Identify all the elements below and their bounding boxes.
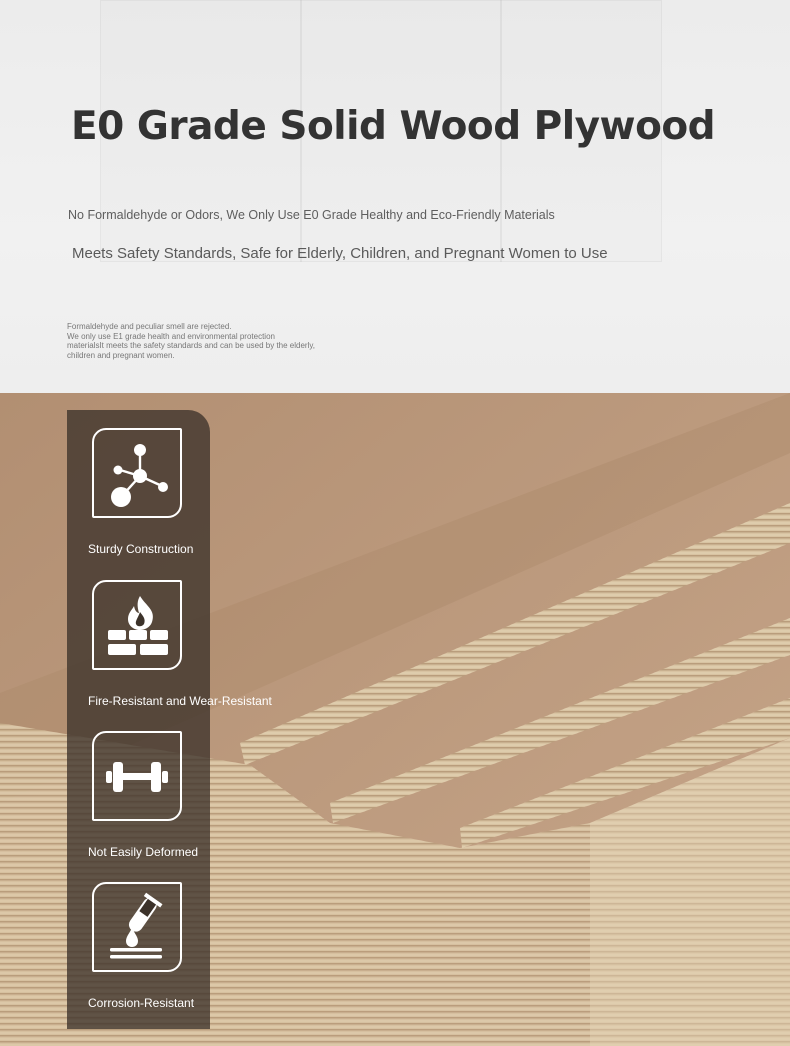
feature-tile [92,731,182,821]
molecule-icon [94,430,180,516]
fire-brick-icon [94,582,180,668]
feature-panel [67,410,272,1029]
plywood-photo-section [0,393,790,1046]
feature-label: Fire-Resistant and Wear-Resistant [88,694,272,708]
fine-print-line: Formaldehyde and peculiar smell are rejected. [67,322,232,331]
feature-label: Sturdy Construction [88,542,194,556]
fine-print-line: materialsIt meets the safety standards and can be used by the elderly, [67,341,315,350]
flask-drop-icon [94,884,180,970]
feature-label: Corrosion-Resistant [88,996,195,1010]
fine-print-line: children and pregnant women. [67,350,175,360]
feature-tile [92,882,182,972]
page-title: E0 Grade Solid Wood Plywood [71,104,716,149]
subtitle-safety: Meets Safety Standards, Safe for Elderly, Children, and Pregnant Women to Use [72,245,608,262]
header-section [0,0,790,393]
feature-tile [92,580,182,670]
feature-label: Not Easily Deformed [88,845,199,859]
feature-tile [92,428,182,518]
fine-print-line: We only use E1 grade health and environmental protection [67,331,275,341]
fine-print [67,322,357,360]
subtitle-materials: No Formaldehyde or Odors, We Only Use E0 Grade Healthy and Eco-Friendly Materials [68,208,555,222]
dumbbell-icon [94,733,180,819]
